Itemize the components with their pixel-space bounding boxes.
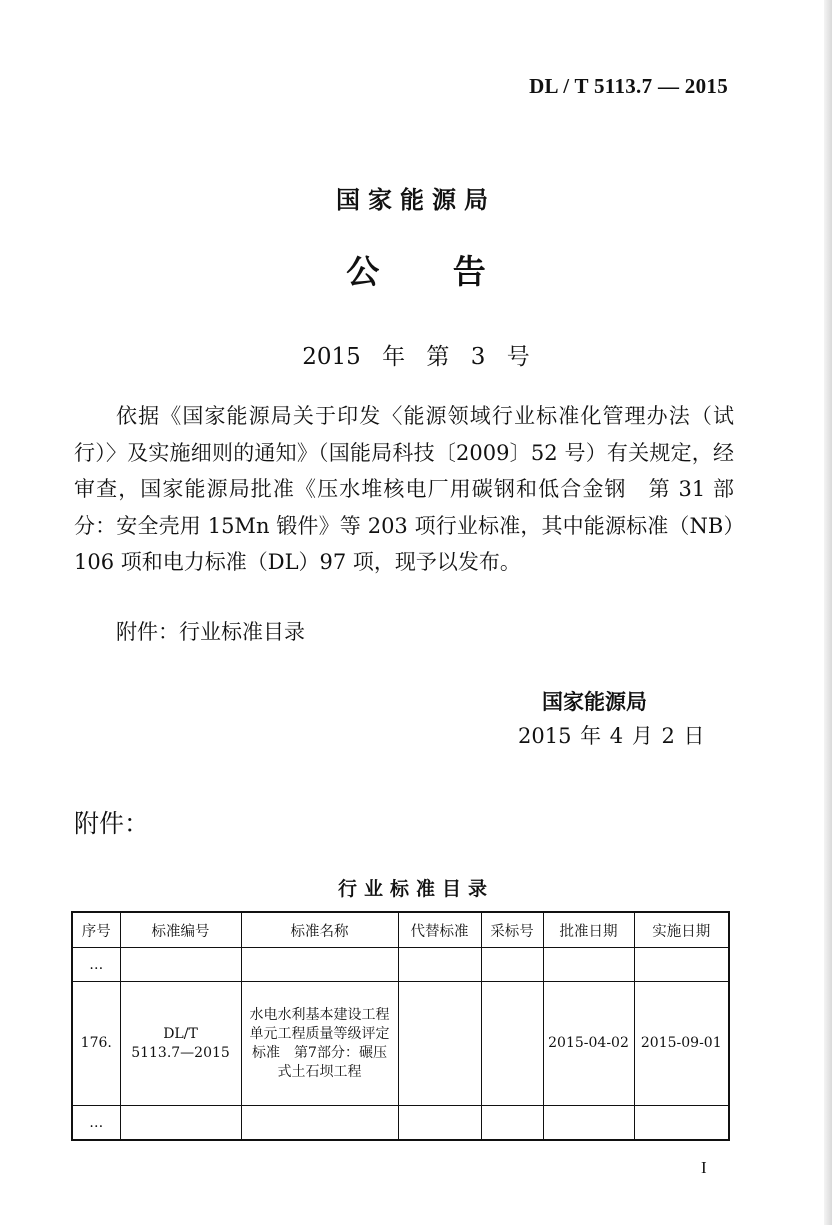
row-adopted — [481, 982, 543, 1106]
signature-organization: 国家能源局 — [542, 690, 647, 714]
table-title: 行业标准目录 — [337, 878, 494, 900]
row-code — [120, 982, 241, 1106]
row-replaces — [398, 982, 481, 1106]
col-header-adopted: 采标号 — [481, 912, 543, 948]
col-header-name: 标准名称 — [241, 912, 398, 948]
issuing-agency: 国家能源局 — [336, 186, 496, 214]
row-code-line2: 5113.7—2015 — [131, 1044, 230, 1061]
notice-title: 公 告 — [346, 252, 486, 291]
notice-number: 2015 年 第 3 号 — [302, 344, 530, 370]
table-row — [72, 1106, 729, 1141]
standard-code: DL / T 5113.7 — 2015 — [529, 74, 728, 98]
signature-date: 2015 年 4 月 2 日 — [518, 724, 705, 748]
row-code-line1: DL/T — [163, 1025, 198, 1042]
row-name: 水电水利基本建设工程单元工程质量等级评定标准 第7部分：碾压式土石坝工程 — [241, 982, 398, 1106]
ellipsis-cell: … — [72, 1106, 120, 1141]
col-header-seq: 序号 — [72, 912, 120, 948]
standards-catalog-table — [71, 911, 730, 1141]
row-effective-date: 2015-09-01 — [634, 982, 729, 1106]
table-header-row — [72, 912, 729, 948]
col-header-replaces: 代替标准 — [398, 912, 481, 948]
row-approval-date: 2015-04-02 — [543, 982, 634, 1106]
table-row — [72, 982, 729, 1106]
row-seq: 176. — [72, 982, 120, 1106]
page-number: I — [701, 1158, 707, 1177]
col-header-approval: 批准日期 — [543, 912, 634, 948]
attachment-reference: 附件：行业标准目录 — [116, 620, 305, 644]
ellipsis-cell: … — [72, 948, 120, 982]
notice-paragraph: 依据《国家能源局关于印发〈能源领域行业标准化管理办法（试行）〉及实施细则的通知》（国能局科技〔2009〕52 号）有关规定，经审查，国家能源局批准《压水堆核电厂用碳钢和低合金钢 第 31 部分：安全壳用 15Mn 锻件》等 203 项行业标准，其中能源标准（NB）106 项和电力标准（DL）97 项，现予以发布。 — [74, 404, 734, 574]
table-row — [72, 948, 729, 982]
col-header-effective: 实施日期 — [634, 912, 729, 948]
attachment-heading: 附件： — [74, 809, 150, 838]
notice-body — [74, 398, 734, 581]
col-header-code: 标准编号 — [120, 912, 241, 948]
